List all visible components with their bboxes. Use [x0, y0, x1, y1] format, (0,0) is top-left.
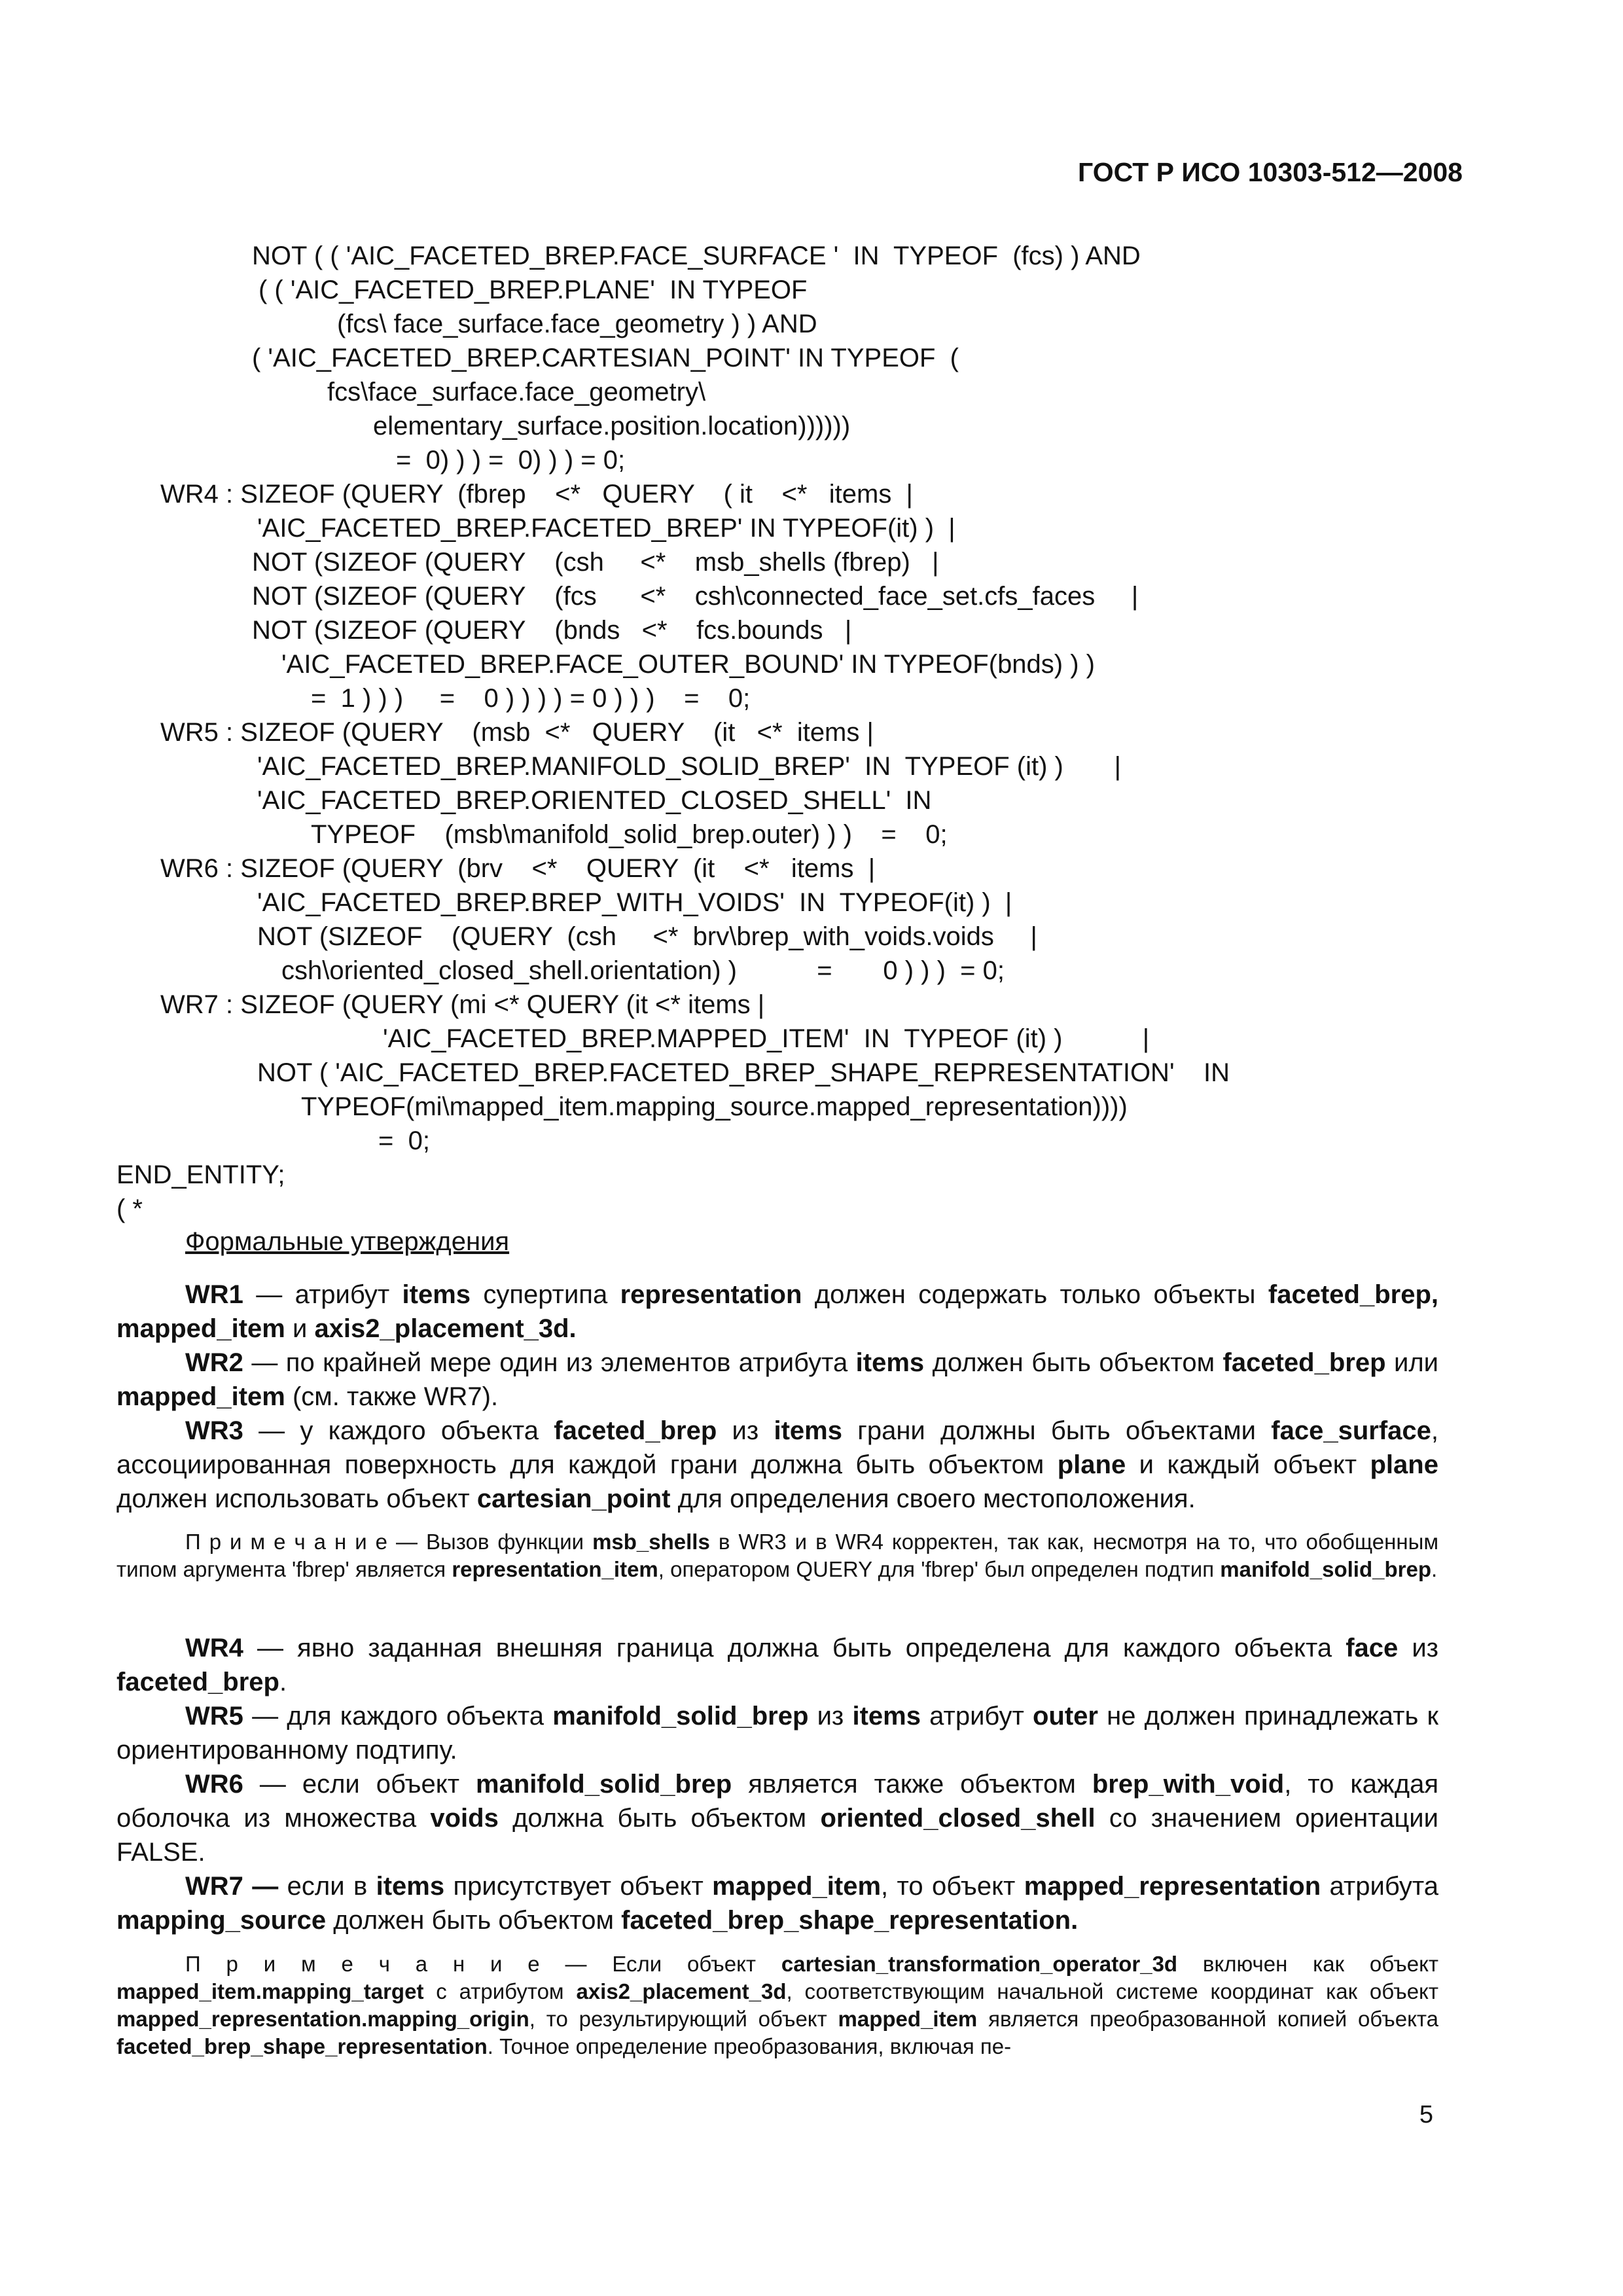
code-line: = 1 ) ) ) = 0 ) ) ) ) = 0 ) ) ) = 0;	[311, 684, 751, 713]
rule-wr4: WR4 — явно заданная внешняя граница должна быть определена для каждого объекта face из faceted_brep.	[116, 1634, 1439, 1696]
code-line: 'AIC_FACETED_BREP.FACETED_BREP' IN TYPEOF(it) ) |	[257, 514, 955, 543]
code-line: WR5 : SIZEOF (QUERY (msb <* QUERY (it <* items |	[160, 718, 874, 747]
code-line: WR4 : SIZEOF (QUERY (fbrep <* QUERY ( it <* items |	[160, 480, 913, 509]
code-line: 'AIC_FACETED_BREP.MANIFOLD_SOLID_BREP' IN TYPEOF (it) ) |	[257, 752, 1122, 781]
code-line: TYPEOF (msb\manifold_solid_brep.outer) ) ) = 0;	[311, 820, 948, 849]
code-line: 'AIC_FACETED_BREP.FACE_OUTER_BOUND' IN TYPEOF(bnds) ) )	[281, 650, 1095, 679]
code-line: csh\oriented_closed_shell.orientation) ) = 0 ) ) ) = 0;	[281, 956, 1005, 985]
code-line: NOT (SIZEOF (QUERY (csh <* msb_shells (fbrep) |	[252, 548, 939, 577]
code-line: = 0) ) ) = 0) ) ) = 0;	[396, 446, 626, 475]
note-transformation: П р и м е ч а н и е — Если объект cartesian_transformation_operator_3d включен как объект mapped_item.mapping_target с атрибутом axis2_placement_3d, соответствующим начальной системе координат как объект mapped_representation.mapping_origin, то результирующий объект mapped_item является преобразованной копией объекта faceted_brep_shape_representation. Точное определение преобразования, включая пе-	[116, 1952, 1438, 2058]
code-line: (fcs\ face_surface.face_geometry ) ) AND	[337, 310, 817, 338]
rule-wr2: WR2 — по крайней мере один из элементов атрибута items должен быть объектом faceted_brep или mapped_item (см. также WR7).	[116, 1348, 1439, 1411]
rule-wr5: WR5 — для каждого объекта manifold_solid_brep из items атрибут outer не должен принадлежать к ориентированному подтипу.	[116, 1702, 1439, 1765]
page-number: 5	[1419, 2101, 1433, 2128]
code-line: NOT (SIZEOF (QUERY (bnds <* fcs.bounds |	[252, 616, 852, 645]
code-line: WR6 : SIZEOF (QUERY (brv <* QUERY (it <* items |	[160, 854, 876, 883]
code-line: 'AIC_FACETED_BREP.ORIENTED_CLOSED_SHELL' IN	[257, 786, 932, 815]
code-line: END_ENTITY;	[116, 1160, 285, 1189]
section-heading: Формальные утверждения	[185, 1227, 510, 1256]
code-line: WR7 : SIZEOF (QUERY (mi <* QUERY (it <* items |	[160, 990, 765, 1019]
code-line: = 0;	[378, 1126, 430, 1155]
code-line: NOT ( ( 'AIC_FACETED_BREP.FACE_SURFACE ' IN TYPEOF (fcs) ) AND	[252, 242, 1141, 270]
code-line: NOT (SIZEOF (QUERY (fcs <* csh\connected_face_set.cfs_faces |	[252, 582, 1139, 611]
code-line: ( ( 'AIC_FACETED_BREP.PLANE' IN TYPEOF	[259, 276, 808, 304]
rule-wr7: WR7 — если в items присутствует объект mapped_item, то объект mapped_representation атрибута mapping_source должен быть объектом faceted_brep_shape_representation.	[116, 1872, 1438, 1935]
code-line: fcs\face_surface.face_geometry\	[327, 378, 706, 406]
code-line: ( *	[116, 1194, 143, 1223]
rule-wr1: WR1 — атрибут items супертипа representation должен содержать только объекты faceted_brep, mapped_item и axis2_placement_3d.	[116, 1280, 1438, 1343]
rule-wr3: WR3 — у каждого объекта faceted_brep из items грани должны быть объектами face_surface, ассоциированная поверхность для каждой грани должна быть объектом plane и каждый объект plane должен использовать объект cartesian_point для определения своего местоположения.	[116, 1416, 1438, 1513]
rule-wr6: WR6 — если объект manifold_solid_brep является также объектом brep_with_void, то каждая оболочка из множества voids должна быть объектом oriented_closed_shell со значением ориентации FALSE.	[116, 1770, 1439, 1867]
code-line: TYPEOF(mi\mapped_item.mapping_source.mapped_representation))))	[301, 1092, 1128, 1121]
code-line: 'AIC_FACETED_BREP.MAPPED_ITEM' IN TYPEOF (it) ) |	[383, 1024, 1150, 1053]
code-line: ( 'AIC_FACETED_BREP.CARTESIAN_POINT' IN TYPEOF (	[252, 344, 959, 372]
code-line: NOT ( 'AIC_FACETED_BREP.FACETED_BREP_SHAPE_REPRESENTATION' IN	[257, 1058, 1230, 1087]
code-line: 'AIC_FACETED_BREP.BREP_WITH_VOIDS' IN TYPEOF(it) ) |	[257, 888, 1012, 917]
standard-header: ГОСТ Р ИСО 10303-512—2008	[1078, 157, 1463, 187]
code-line: elementary_surface.position.location))))))	[373, 412, 851, 440]
code-line: NOT (SIZEOF (QUERY (csh <* brv\brep_with_voids.voids |	[257, 922, 1037, 951]
note-msb-shells: П р и м е ч а н и е — Вызов функции msb_shells в WR3 и в WR4 корректен, так как, несмотря на то, что обобщенным типом аргумента 'fbrep' является representation_item, оператором QUERY для 'fbrep' был определен подтип manifold_solid_brep.	[116, 1530, 1439, 1581]
